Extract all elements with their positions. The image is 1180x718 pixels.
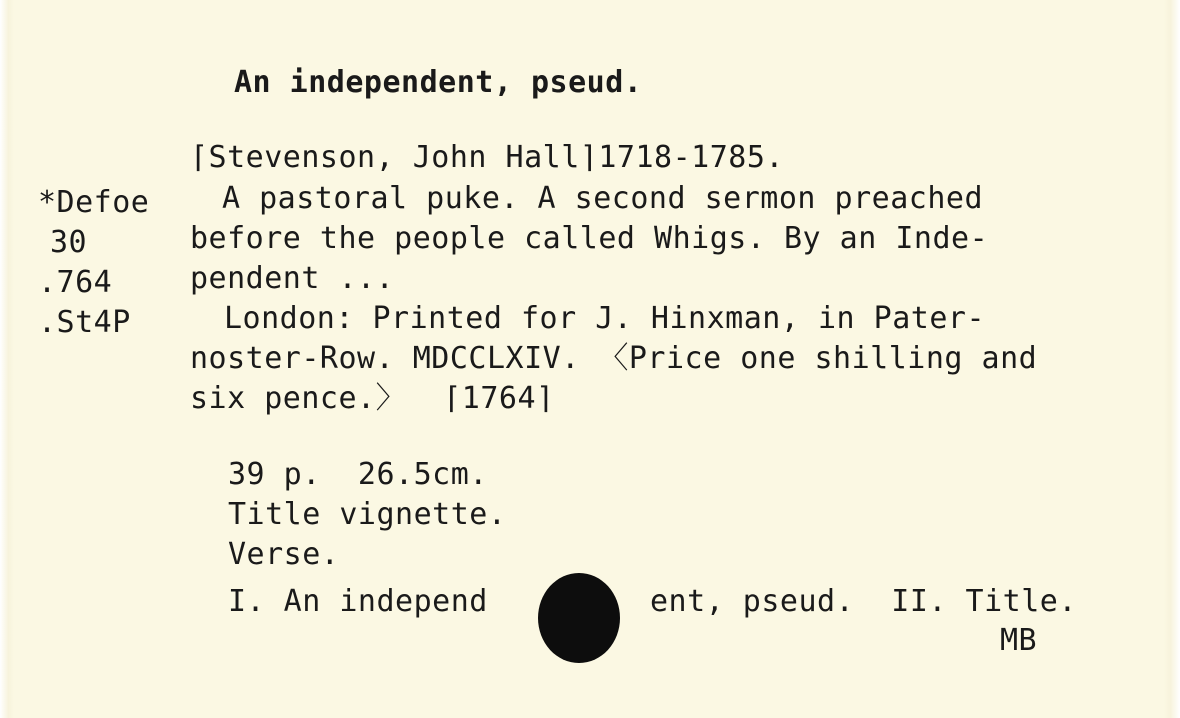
call-number-line-1: *Defoe	[38, 185, 150, 220]
imprint-line-2: noster-Row. MDCCLXIV. 〈Price one shilling and	[190, 341, 1038, 376]
imprint-line-3: six pence.〉 ⌈1764⌉	[190, 381, 555, 416]
collation-line-3: Verse.	[228, 537, 340, 572]
tracing-left: I. An independ	[228, 584, 488, 619]
call-number-line-3: .764	[38, 265, 113, 300]
call-number-line-4: .St4P	[38, 305, 131, 340]
call-number-line-2: 30	[50, 225, 88, 260]
author-line: ⌈Stevenson, John Hall⌉1718-1785.	[190, 140, 784, 175]
collation-line-1: 39 p. 26.5cm.	[228, 457, 488, 492]
collation-line-2: Title vignette.	[228, 497, 507, 532]
title-line-1: A pastoral puke. A second sermon preached	[222, 181, 984, 216]
imprint-line-1: London: Printed for J. Hinxman, in Pater-	[224, 301, 986, 336]
card-heading: An independent, pseud.	[234, 65, 643, 100]
title-line-3: pendent ...	[190, 261, 395, 296]
tracing-right: ent, pseud. II. Title.	[650, 584, 1077, 619]
cataloger-initials: MB	[1000, 623, 1038, 658]
title-line-2: before the people called Whigs. By an Inde-	[190, 221, 989, 256]
ink-blot-icon	[538, 573, 620, 663]
